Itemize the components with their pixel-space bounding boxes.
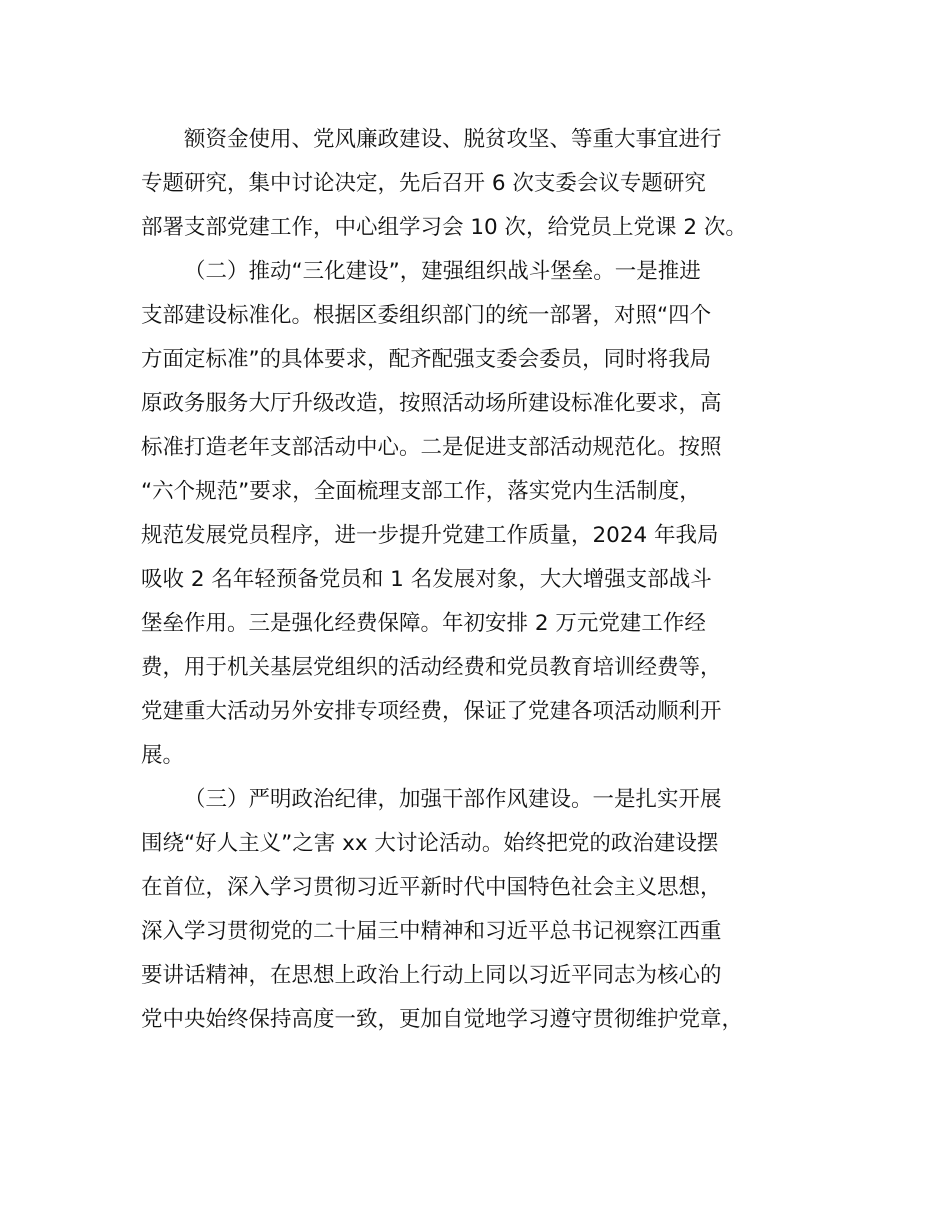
text-line: 堡垒作用。三是强化经费保障。年初安排 2 万元党建工作经 (141, 611, 706, 636)
text-line: 标准打造老年支部活动中心。二是促进支部活动规范化。按照 (141, 435, 722, 460)
text-line: 党建重大活动另外安排专项经费，保证了党建各项活动顺利开 (141, 699, 722, 724)
text-line: 方面定标准”的具体要求，配齐配强支委会委员，同时将我局 (141, 347, 712, 372)
text-line: 深入学习贯彻党的二十届三中精神和习近平总书记视察江西重 (141, 919, 722, 944)
text-line: 原政务服务大厅升级改造，按照活动场所建设标准化要求，高 (141, 391, 722, 416)
document-body (141, 118, 831, 1042)
text-line: 费，用于机关基层党组织的活动经费和党员教育培训经费等， (141, 655, 722, 680)
text-line: 要讲话精神，在思想上政治上行动上同以习近平同志为核心的 (141, 963, 722, 988)
text-line: 部署支部党建工作，中心组学习会 10 次，给党员上党课 2 次。 (141, 215, 747, 240)
text-line: 围绕“好人主义”之害 xx 大讨论活动。始终把党的政治建设摆 (141, 831, 719, 856)
text-line: （二）推动“三化建设”，建强组织战斗堡垒。一是推进 (184, 259, 701, 284)
text-line: 额资金使用、党风廉政建设、脱贫攻坚、等重大事宜进行 (184, 127, 722, 152)
text-line: 吸收 2 名年轻预备党员和 1 名发展对象，大大增强支部战斗 (141, 567, 712, 592)
text-line: （三）严明政治纪律，加强干部作风建设。一是扎实开展 (184, 787, 722, 812)
text-line: 党中央始终保持高度一致，更加自觉地学习遵守贯彻维护党章， (141, 1007, 744, 1032)
text-line: 展。 (141, 743, 185, 768)
text-line: 规范发展党员程序，进一步提升党建工作质量，2024 年我局 (141, 523, 719, 548)
text-line: 支部建设标准化。根据区委组织部门的统一部署，对照“四个 (141, 303, 712, 328)
text-line: “六个规范”要求，全面梳理支部工作，落实党内生活制度， (141, 479, 701, 504)
text-line: 在首位，深入学习贯彻习近平新时代中国特色社会主义思想， (141, 875, 722, 900)
text-line: 专题研究，集中讨论决定，先后召开 6 次支委会议专题研究 (141, 171, 706, 196)
